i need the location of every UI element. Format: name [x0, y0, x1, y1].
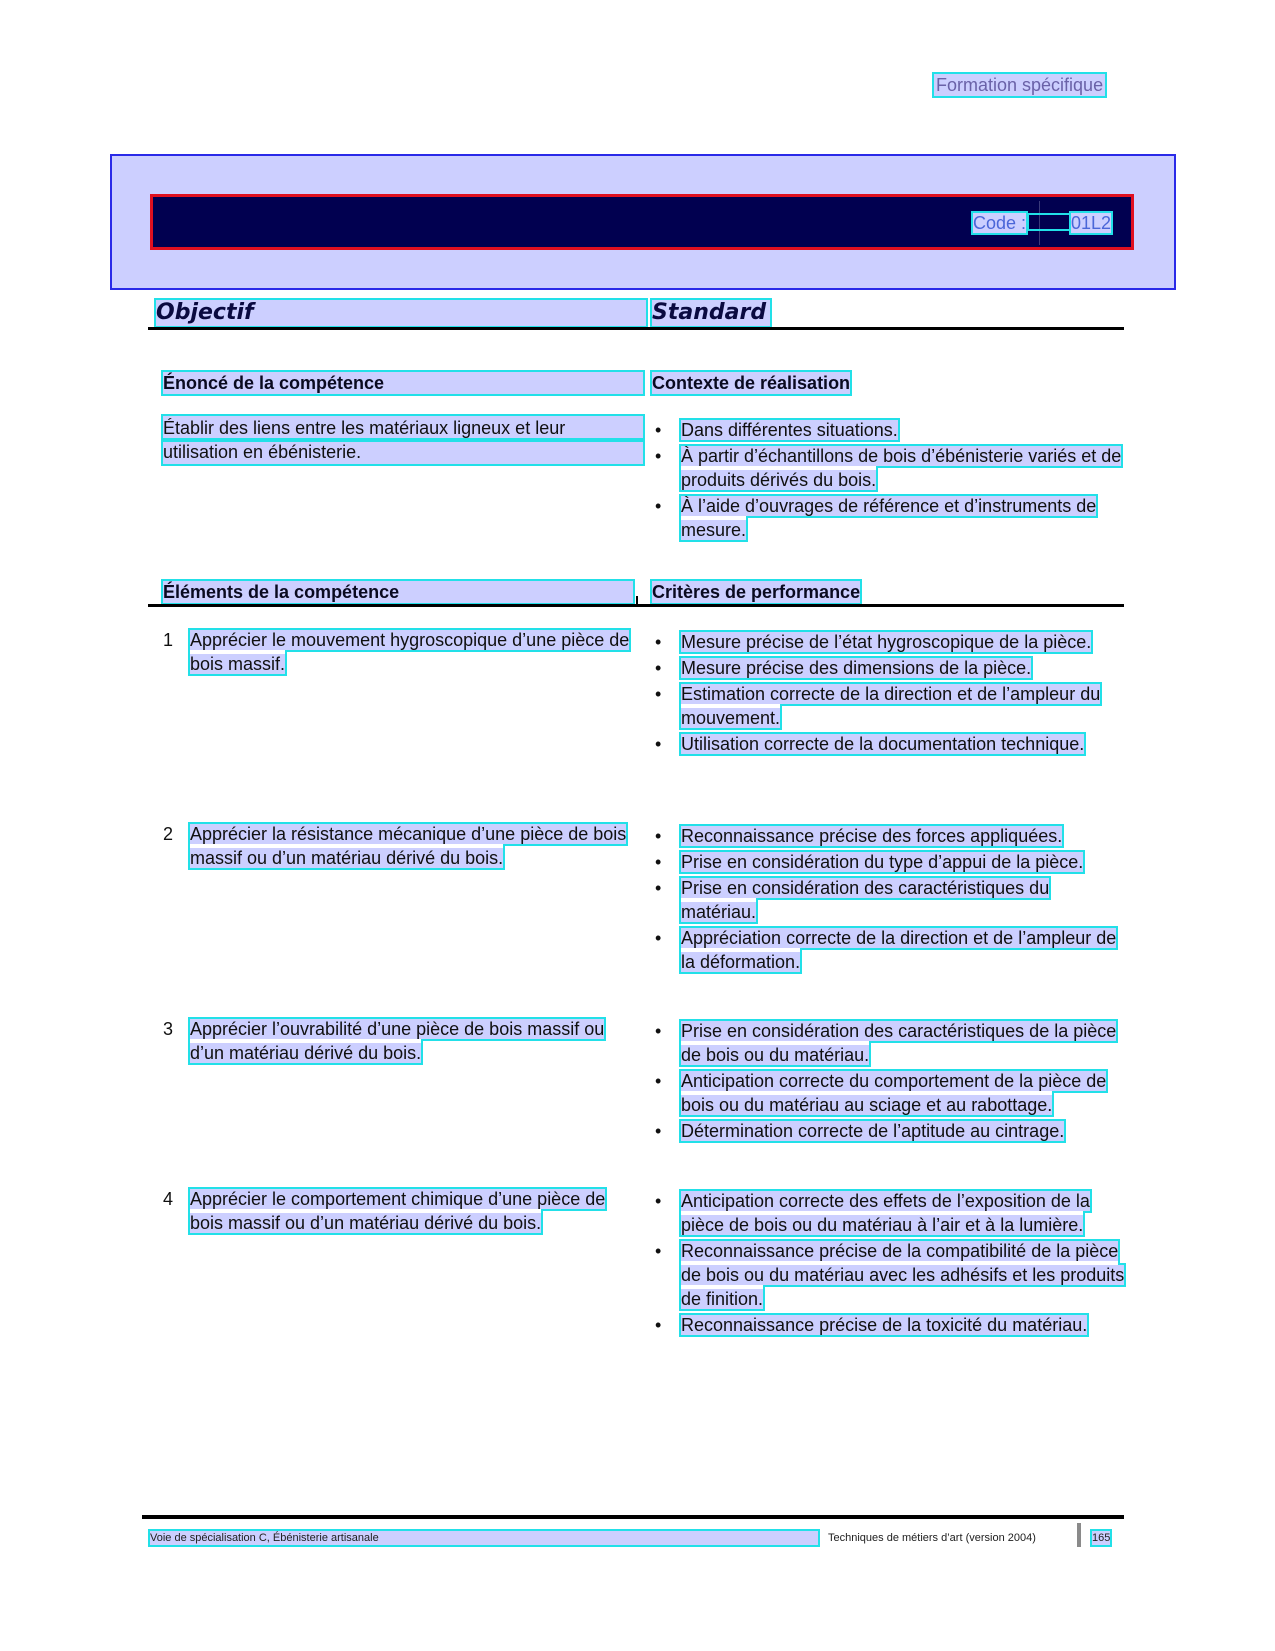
list-item: • Mesure précise de l’état hygroscopique de la pièce. [655, 630, 1125, 654]
list-item: • Reconnaissance précise de la toxicité du matériau. [655, 1313, 1125, 1337]
title-bar [150, 194, 1134, 250]
footer-left-text: Voie de spécialisation C, Ébénisterie artisanale [150, 1531, 818, 1545]
list-item: • Appréciation correcte de la direction et de l’ampleur de la déformation. [655, 926, 1125, 974]
element-text: Apprécier le mouvement hygroscopique d’une pièce de bois massif. [190, 630, 630, 674]
element-number: 1 [163, 630, 174, 650]
element-text: Apprécier l’ouvrabilité d’une pièce de bois massif ou d’un matériau dérivé du bois. [190, 1019, 605, 1063]
objective-heading: Objectif [156, 300, 646, 326]
column-divider [636, 596, 638, 606]
criteria-list [655, 1189, 1125, 1339]
footer-rule [142, 1515, 1124, 1519]
statement-line: Établir des liens entre les matériaux ligneux et leur [163, 416, 643, 440]
element-number: 2 [163, 824, 174, 844]
section-label: Formation spécifique [936, 75, 1104, 95]
list-item: • Prise en considération des caractéristiques de la pièce de bois ou du matériau. [655, 1019, 1125, 1067]
statement-line: utilisation en ébénisterie. [163, 440, 643, 464]
code-label: Code : [973, 213, 1027, 233]
list-item: • À partir d’échantillons de bois d’ébénisterie variés et de produits dérivés du bois. [655, 444, 1125, 492]
list-item: • Utilisation correcte de la documentation technique. [655, 732, 1125, 756]
page-number: 165 [1092, 1532, 1111, 1544]
criteria-list [655, 824, 1125, 976]
list-item: • Reconnaissance précise de la compatibilité de la pièce de bois ou du matériau avec les adhésifs et les produits de finition. [655, 1239, 1125, 1311]
context-title: Contexte de réalisation [652, 373, 851, 393]
footer-right-text: Techniques de métiers d’art (version 2004) [828, 1532, 1036, 1544]
header-band [110, 154, 1176, 290]
standard-heading: Standard [652, 300, 770, 326]
list-item: • Estimation correcte de la direction et de l’ampleur du mouvement. [655, 682, 1125, 730]
list-item: • Mesure précise des dimensions de la pièce. [655, 656, 1125, 680]
element-number: 4 [163, 1189, 174, 1209]
list-item: • Prise en considération des caractéristiques du matériau. [655, 876, 1125, 924]
list-item: • Anticipation correcte du comportement de la pièce de bois ou du matériau au sciage et au rabottage. [655, 1069, 1125, 1117]
criteria-list [655, 1019, 1125, 1145]
code-value: 01L2 [1071, 213, 1112, 233]
list-item: • Reconnaissance précise des forces appliquées. [655, 824, 1125, 848]
element-text: Apprécier la résistance mécanique d’une pièce de bois massif ou d’un matériau dérivé du bois. [190, 824, 627, 868]
list-item: • Anticipation correcte des effets de l’exposition de la pièce de bois ou du matériau à l’air et à la lumière. [655, 1189, 1125, 1237]
list-item: • À l’aide d’ouvrages de référence et d’instruments de mesure. [655, 494, 1125, 542]
criteria-title: Critères de performance [652, 582, 861, 602]
heading-rule [148, 327, 1124, 330]
footer-separator [1077, 1523, 1081, 1547]
competence-statement [163, 416, 643, 464]
element-number: 3 [163, 1019, 174, 1039]
criteria-list [655, 630, 1125, 758]
list-item: • Prise en considération du type d’appui de la pièce. [655, 850, 1125, 874]
elements-title: Éléments de la compétence [163, 581, 633, 603]
context-list [655, 418, 1125, 544]
statement-title: Énoncé de la compétence [163, 372, 643, 394]
list-item: • Détermination correcte de l’aptitude au cintrage. [655, 1119, 1125, 1143]
list-item: • Dans différentes situations. [655, 418, 1125, 442]
element-text: Apprécier le comportement chimique d’une pièce de bois massif ou d’un matériau dérivé du bois. [190, 1189, 606, 1233]
